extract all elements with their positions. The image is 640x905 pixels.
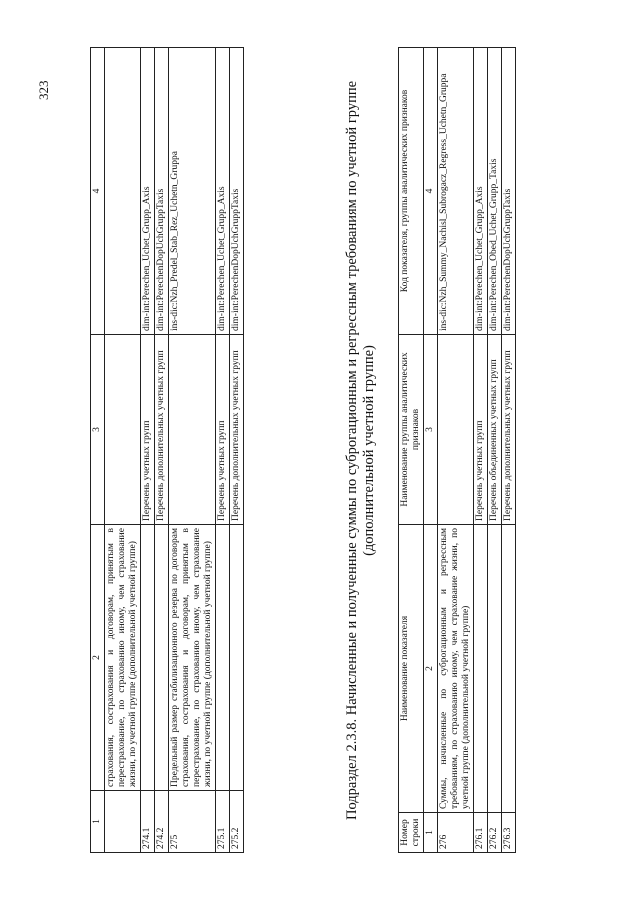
- indicator-code: ins-dic:Nzh_Summy_Nachisl_Subrogacz_Regress_Uchetn_Gruppa: [438, 48, 474, 335]
- column-header-indicator-name: Наименование показателя: [399, 525, 424, 813]
- row-number: 275.2: [230, 791, 244, 853]
- indicator-code: ins-dic:Nzh_Predel_Stab_Rez_Uchetn_Gruppa: [169, 48, 216, 335]
- indicator-name: [502, 525, 516, 813]
- row-number: 276.2: [488, 813, 502, 853]
- row-number: 275: [169, 791, 216, 853]
- column-number: 2: [424, 525, 438, 813]
- section-title: Подраздел 2.3.8. Начисленные и полученные суммы по суброгационным и регрессным требованиям по учетной группе (дополнительной учетной группе): [344, 80, 377, 821]
- table-row: [474, 48, 488, 853]
- indicator-code: dim-int:PerechenDopUchGruppTaxis: [502, 48, 516, 335]
- indicator-code: dim-int:Perechen_Uchet_Grupp_Axis: [474, 48, 488, 335]
- page-number: 323: [36, 80, 51, 100]
- analytic-group-name: [169, 335, 216, 525]
- column-number-row: [91, 48, 105, 853]
- table-row: [502, 48, 516, 853]
- row-number: [105, 791, 141, 853]
- indicator-table-continued: [90, 47, 244, 853]
- column-number: 4: [91, 48, 105, 335]
- row-number: 275.1: [216, 791, 230, 853]
- table-row: [438, 48, 474, 853]
- table-row: [216, 48, 230, 853]
- indicator-name: [216, 525, 230, 791]
- analytic-group-name: Перечень дополнительных учетных групп: [230, 335, 244, 525]
- analytic-group-name: Перечень учетных групп: [216, 335, 230, 525]
- indicator-code: [105, 48, 141, 335]
- row-number: 276.3: [502, 813, 516, 853]
- analytic-group-name: Перечень дополнительных учетных групп: [502, 335, 516, 525]
- analytic-group-name: Перечень учетных групп: [474, 335, 488, 525]
- indicator-name: [141, 525, 155, 791]
- table-row: [155, 48, 169, 853]
- analytic-group-name: Перечень дополнительных учетных групп: [155, 335, 169, 525]
- indicator-name: [474, 525, 488, 813]
- row-number: 274.2: [155, 791, 169, 853]
- subrogation-indicator-table: [398, 47, 516, 853]
- indicator-code: dim-int:PerechenDopUchGruppTaxis: [230, 48, 244, 335]
- indicator-name: [488, 525, 502, 813]
- column-number: 1: [91, 791, 105, 853]
- column-number: 2: [91, 525, 105, 791]
- table-row: [488, 48, 502, 853]
- row-number: 276.1: [474, 813, 488, 853]
- analytic-group-name: [105, 335, 141, 525]
- table-row: [141, 48, 155, 853]
- column-header-row-number: Номер строки: [399, 813, 424, 853]
- indicator-name: [230, 525, 244, 791]
- row-number: 274.1: [141, 791, 155, 853]
- indicator-code: dim-int:Perechen_Obed_Uchet_Grupp_Taxis: [488, 48, 502, 335]
- analytic-group-name: Перечень объединенных учетных групп: [488, 335, 502, 525]
- column-number-row: [424, 48, 438, 853]
- indicator-code: dim-int:Perechen_Uchet_Grupp_Axis: [216, 48, 230, 335]
- table-row: [169, 48, 216, 853]
- column-number: 3: [424, 335, 438, 525]
- indicator-code: dim-int:Perechen_Uchet_Grupp_Axis: [141, 48, 155, 335]
- column-number: 1: [424, 813, 438, 853]
- table-row: [230, 48, 244, 853]
- indicator-code: dim-int:PerechenDopUchGruppTaxis: [155, 48, 169, 335]
- analytic-group-name: Перечень учетных групп: [141, 335, 155, 525]
- indicator-name: Предельный размер стабилизационного резерва по договорам страхования, сострахования и договорам, принятым в перестрахование, по страхованию иному, чем страхование жизни, по учетной группе (дополнительной учетной группе): [169, 525, 216, 791]
- column-header-group-name: Наименование группы аналитических признаков: [399, 335, 424, 525]
- header-row: [399, 48, 424, 853]
- analytic-group-name: [438, 335, 474, 525]
- column-header-code: Код показателя, группы аналитических признаков: [399, 48, 424, 335]
- column-number: 4: [424, 48, 438, 335]
- indicator-name: [155, 525, 169, 791]
- table-row: [105, 48, 141, 853]
- column-number: 3: [91, 335, 105, 525]
- row-number: 276: [438, 813, 474, 853]
- indicator-name: Суммы, начисленные по суброгационным и регрессным требованиям, по страхованию иному, чем страхование жизни, по учетной группе (дополнительной учетной группе): [438, 525, 474, 813]
- indicator-name: страхования, сострахования и договорам, принятым в перестрахование, по страхованию иному, чем страхование жизни, по учетной группе (дополнительной учетной группе): [105, 525, 141, 791]
